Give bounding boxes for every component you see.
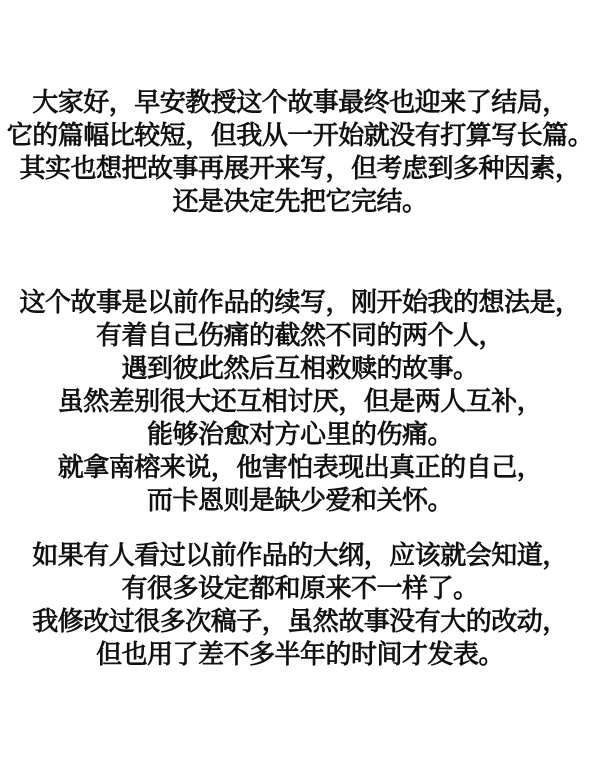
text-line: 虽然差别很大还互相讨厌，但是两人互补， [57,386,543,416]
text-line: 还是决定先把它完结。 [172,186,428,216]
paragraph-2 [0,286,600,517]
text-line: 能够治愈对方心里的伤痛。 [146,419,453,449]
text-line: 有着自己伤痛的截然不同的两个人， [95,320,504,350]
text-line: 这个故事是以前作品的续写，刚开始我的想法是， [19,287,581,317]
text-line: 其实也想把故事再展开来写，但考虑到多种因素， [19,153,581,183]
text-line: 大家好，早安教授这个故事最终也迎来了结局， [32,87,568,117]
text-line: 我修改过很多次稿子，虽然故事没有大的改动， [32,606,568,636]
paragraph-1 [0,86,600,218]
text-line: 而卡恩则是缺少爱和关怀。 [146,485,453,515]
text-line: 如果有人看过以前作品的大纲，应该就会知道， [32,540,568,570]
text-line: 有很多设定都和原来不一样了。 [121,573,479,603]
text-line: 遇到彼此然后互相救赎的故事。 [121,353,479,383]
text-line: 它的篇幅比较短，但我从一开始就没有打算写长篇。 [6,120,594,150]
paragraph-3 [0,539,600,671]
text-line: 但也用了差不多半年的时间才发表。 [95,639,504,669]
text-line: 就拿南榕来说，他害怕表现出真正的自己， [57,452,543,482]
